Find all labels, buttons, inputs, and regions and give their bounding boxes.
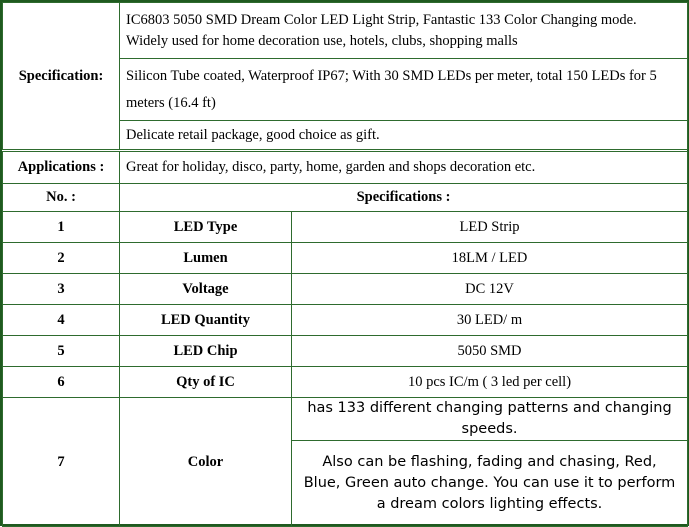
- color-desc-2: Also can be flashing, fading and chasing, Red, Blue, Green auto change. You can use it to perform a dream colors lighting effects.: [292, 441, 688, 527]
- row-number: 2: [3, 243, 120, 274]
- spec-line-1: IC6803 5050 SMD Dream Color LED Light Strip, Fantastic 133 Color Changing mode. Widely used for home decoration use, hotels, clubs, shopping malls: [120, 3, 688, 59]
- spec-row-1: [3, 3, 688, 59]
- spec-line-3: Delicate retail package, good choice as gift.: [120, 121, 688, 151]
- row-value: 30 LED/ m: [292, 305, 688, 336]
- applications-row: [3, 151, 688, 184]
- table-header-row: [3, 184, 688, 212]
- table-row: [3, 274, 688, 305]
- row-name: LED Chip: [120, 336, 292, 367]
- table-row: [3, 305, 688, 336]
- table-row: [3, 212, 688, 243]
- table-row: [3, 336, 688, 367]
- row-name: Qty of IC: [120, 367, 292, 398]
- color-row-number: 7: [3, 398, 120, 527]
- header-specifications: Specifications :: [120, 184, 688, 212]
- applications-text: Great for holiday, disco, party, home, garden and shops decoration etc.: [120, 151, 688, 184]
- color-row-name: Color: [120, 398, 292, 527]
- table-row: [3, 243, 688, 274]
- spec-line-2: Silicon Tube coated, Waterproof IP67; With 30 SMD LEDs per meter, total 150 LEDs for 5 meters (16.4 ft): [120, 59, 688, 121]
- header-no: No. :: [3, 184, 120, 212]
- row-value: LED Strip: [292, 212, 688, 243]
- row-name: LED Quantity: [120, 305, 292, 336]
- row-value: 10 pcs IC/m ( 3 led per cell): [292, 367, 688, 398]
- specification-label: Specification:: [3, 3, 120, 151]
- row-number: 1: [3, 212, 120, 243]
- row-number: 3: [3, 274, 120, 305]
- row-value: DC 12V: [292, 274, 688, 305]
- specification-table: [2, 2, 688, 527]
- table-row: [3, 367, 688, 398]
- color-desc-1: has 133 different changing patterns and changing speeds.: [292, 398, 688, 441]
- applications-label: Applications :: [3, 151, 120, 184]
- row-number: 6: [3, 367, 120, 398]
- row-name: LED Type: [120, 212, 292, 243]
- row-name: Lumen: [120, 243, 292, 274]
- color-row-1: [3, 398, 688, 441]
- row-number: 5: [3, 336, 120, 367]
- row-name: Voltage: [120, 274, 292, 305]
- row-value: 18LM / LED: [292, 243, 688, 274]
- row-number: 4: [3, 305, 120, 336]
- row-value: 5050 SMD: [292, 336, 688, 367]
